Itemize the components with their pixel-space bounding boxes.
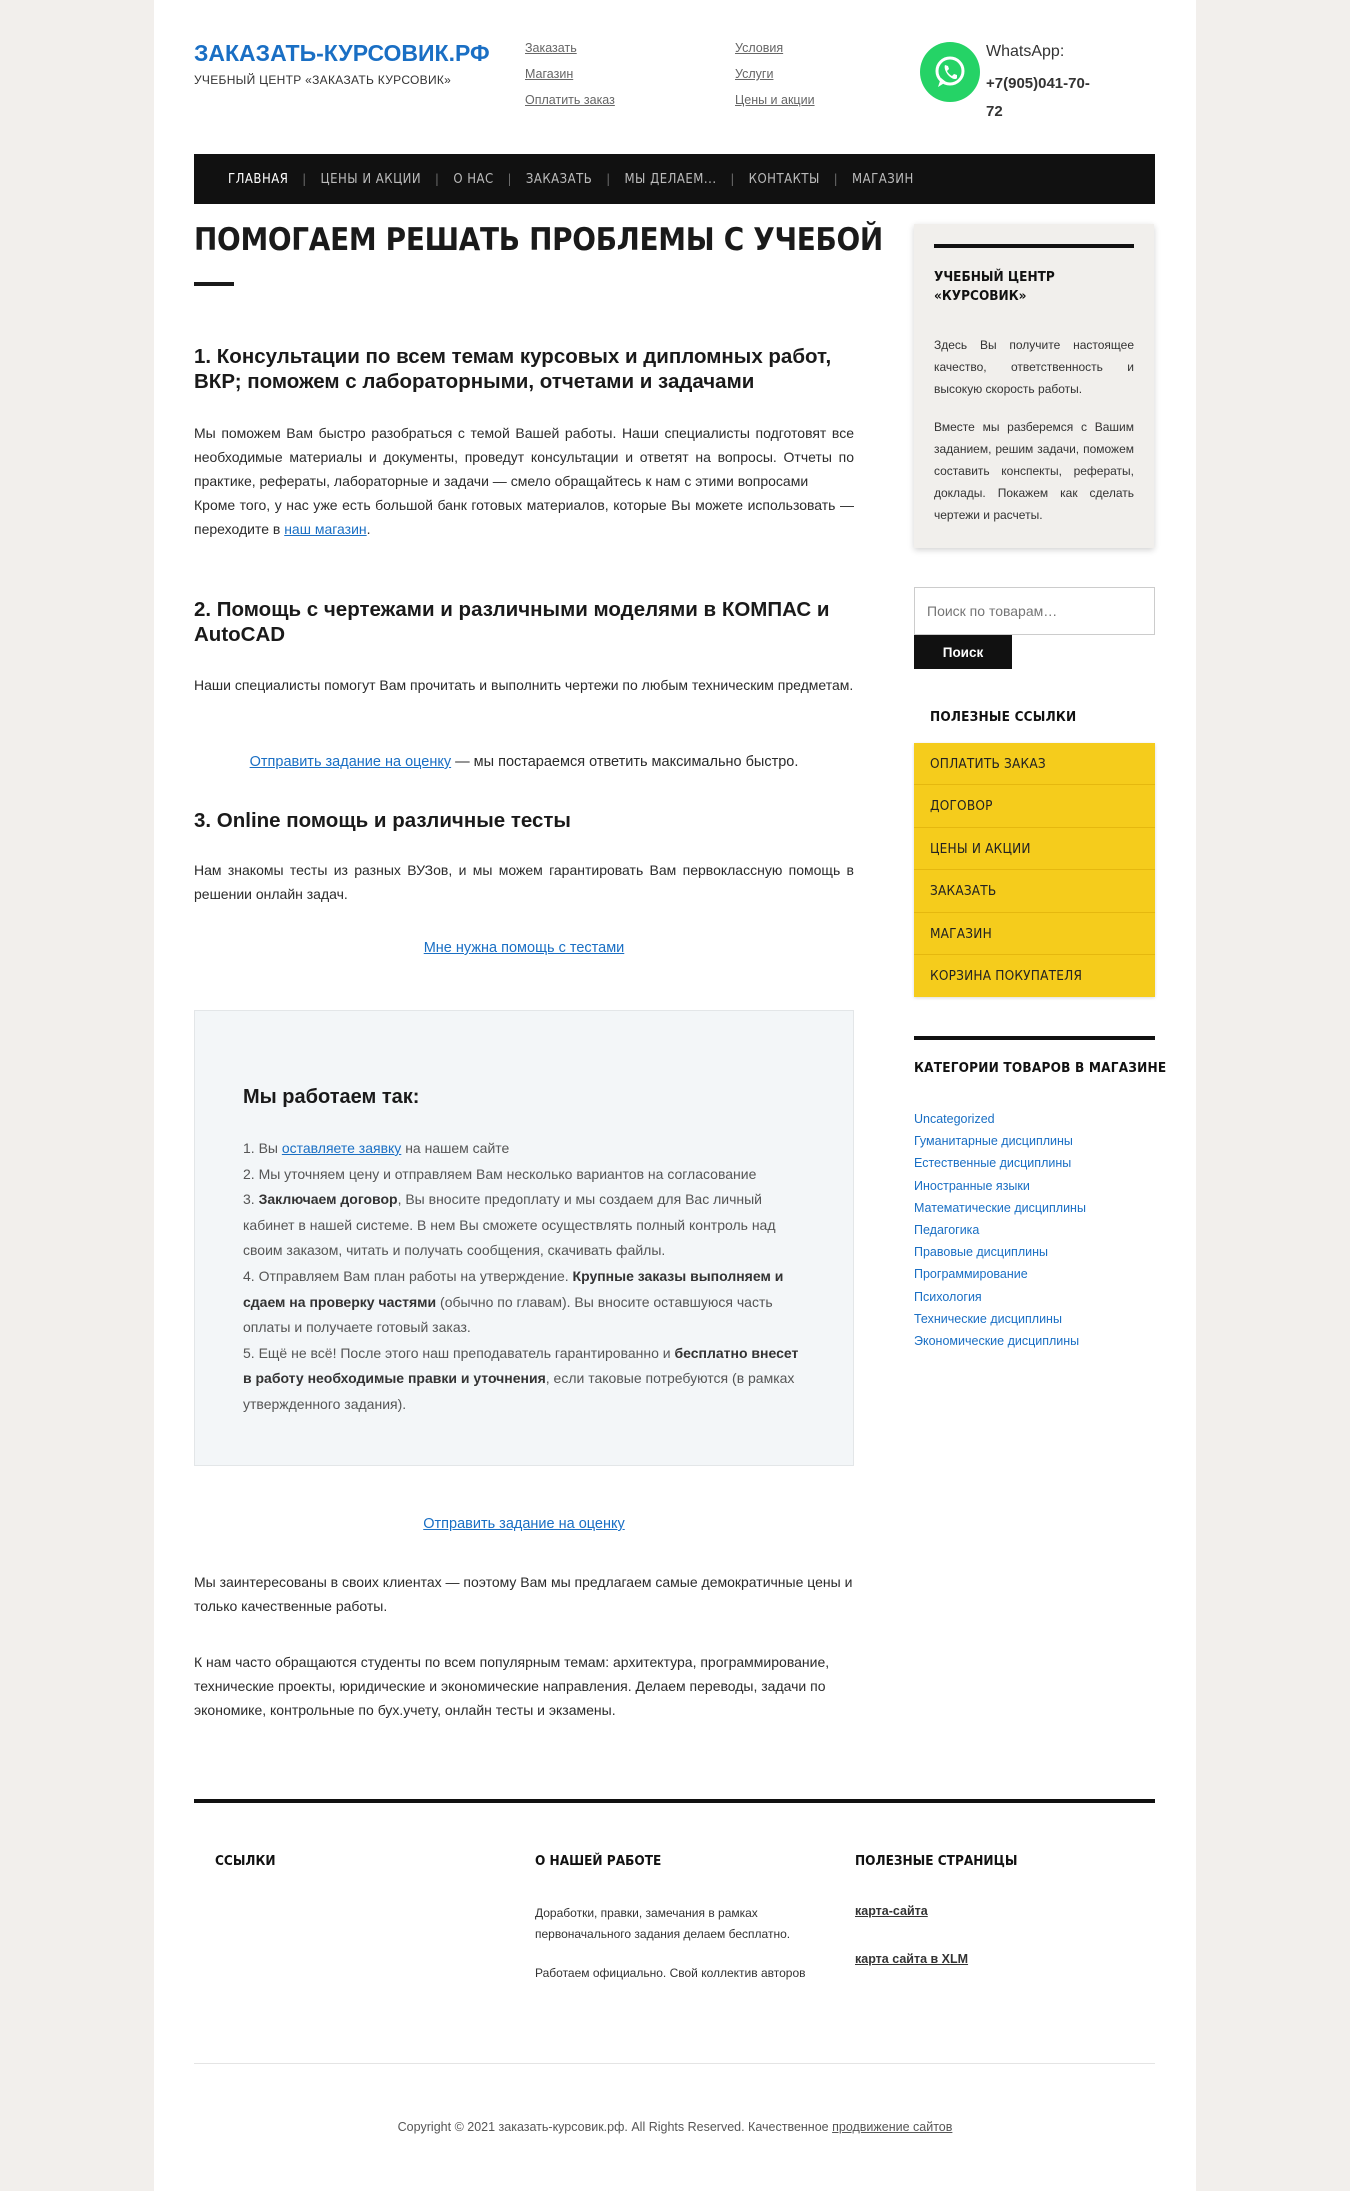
header-link-shop[interactable]: Магазин [525, 67, 574, 81]
footer-pages-links [855, 1904, 968, 2000]
section1-paragraph: Мы поможем Вам быстро разобраться с темой Вашей работы. Наши специалисты подготовят все необходимые материалы и документы, проведут консультации и ответят на вопросы. Отчеты по практике, рефераты, лабораторные и задачи — смело обращайтесь к нам с этими вопросами [194, 425, 854, 489]
main-nav [194, 154, 1155, 204]
header-links-col2 [735, 40, 815, 118]
page [154, 0, 1196, 2191]
footer-about-p2: Работаем официально. Свой коллектив авторов [535, 1966, 806, 1980]
section2-cta: Отправить задание на оценку — мы постараемся ответить максимально быстро. [249, 754, 799, 770]
footer-about-title: О НАШЕЙ РАБОТЕ [535, 1853, 662, 1869]
useful-link-order[interactable]: ЗАКАЗАТЬ [914, 870, 1155, 912]
nav-item-contacts[interactable]: | КОНТАКТЫ [730, 171, 820, 187]
sitemap-xml-link[interactable]: карта сайта в XLM [855, 1952, 969, 1966]
useful-links-list [914, 743, 1155, 997]
useful-link-contract[interactable]: ДОГОВОР [914, 785, 1155, 827]
step-1: 1. Вы оставляете заявку на нашем сайте [243, 1140, 510, 1156]
category-link[interactable]: Математические дисциплины [914, 1200, 1086, 1215]
useful-link-pay[interactable]: ОПЛАТИТЬ ЗАКАЗ [914, 743, 1155, 785]
page-title: ПОМОГАЕМ РЕШАТЬ ПРОБЛЕМЫ С УЧЕБОЙ [194, 222, 883, 258]
header-link-prices[interactable]: Цены и акции [735, 93, 815, 107]
nav-item-about[interactable]: | О НАС [435, 171, 494, 187]
nav-item-order[interactable]: | ЗАКАЗАТЬ [507, 171, 593, 187]
category-link[interactable]: Естественные дисциплины [914, 1156, 1072, 1171]
nav-item-we-do[interactable]: | МЫ ДЕЛАЕМ... [606, 171, 717, 187]
step-2: 2. Мы уточняем цену и отправляем Вам несколько вариантов на согласование [243, 1165, 757, 1182]
about-widget-text [934, 334, 1134, 526]
footer-about-text [535, 1903, 825, 1984]
about-widget-title: УЧЕБНЫЙ ЦЕНТР «КУРСОВИК» [934, 269, 1055, 304]
section3-title: 3. Online помощь и различные тесты [194, 809, 571, 832]
send-task-link[interactable]: Отправить задание на оценку [249, 754, 452, 770]
how-we-work-box [194, 1010, 854, 1466]
how-we-work-steps [243, 1136, 803, 1418]
categories-title: КАТЕГОРИИ ТОВАРОВ В МАГАЗИНЕ [914, 1060, 1167, 1076]
header-link-terms[interactable]: Условия [735, 41, 784, 55]
category-link[interactable]: Иностранные языки [914, 1178, 1030, 1193]
category-link[interactable]: Uncategorized [914, 1112, 995, 1126]
send-task-cta [194, 1516, 854, 1532]
whatsapp-label: WhatsApp: [986, 43, 1065, 60]
nav-item-home[interactable]: ГЛАВНАЯ [228, 171, 289, 187]
product-search-input[interactable] [914, 587, 1155, 635]
step-4: 4. Отправляем Вам план работы на утверждение. Крупные заказы выполняем и сдаем на проверку частями (обычно по главам). Вы вносите оставшуюся часть оплаты и получаете готовый заказ. [243, 1267, 784, 1336]
footer-bar [194, 1799, 1155, 1803]
footer-links-title: ССЫЛКИ [215, 1853, 276, 1869]
section1-shop-paragraph: Кроме того, у нас уже есть большой банк готовых материалов, которые Вы можете использовать — переходите в наш магазин. [194, 497, 854, 537]
category-link[interactable]: Правовые дисциплины [914, 1245, 1048, 1260]
step-5: 5. Ещё не всё! После этого наш преподаватель гарантированно и бесплатно внесет в работу необходимые правки и уточнения, если таковые потребуются (в рамках утвержденного задания). [243, 1344, 799, 1412]
leave-request-link[interactable]: оставляете заявку [281, 1140, 402, 1156]
whatsapp-phone[interactable]: +7(905)041-70-72 [986, 75, 1090, 120]
copyright: Copyright © 2021 заказать-курсовик.рф. All Rights Reserved. Качественное продвижение сайтов [397, 2120, 953, 2134]
footer-about-p1: Доработки, правки, замечания в рамках первоначального задания делаем бесплатно. [535, 1906, 791, 1941]
about-widget-p2: Вместе мы разберемся с Вашим заданием, решим задачи, поможем составить конспекты, рефераты, доклады. Покажем как сделать чертежи и расчеты. [934, 420, 1134, 522]
section3-paragraph: Нам знакомы тесты из разных ВУЗов, и мы можем гарантировать Вам первоклассную помощь в решении онлайн задач. [194, 862, 854, 902]
header-links-col1 [525, 40, 615, 118]
about-widget-p1: Здесь Вы получите настоящее качество, ответственность и высокую скорость работы. [934, 338, 1134, 396]
send-task-link-2[interactable]: Отправить задание на оценку [423, 1516, 625, 1532]
whatsapp-icon[interactable] [920, 42, 980, 102]
section2-paragraph: Наши специалисты помогут Вам прочитать и выполнить чертежи по любым техническим предметам. [194, 677, 854, 693]
site-tagline: УЧЕБНЫЙ ЦЕНТР «ЗАКАЗАТЬ КУРСОВИК» [194, 73, 452, 87]
useful-links-title: ПОЛЕЗНЫЕ ССЫЛКИ [930, 709, 1077, 725]
category-link[interactable]: Педагогика [914, 1223, 980, 1238]
section1-text [194, 421, 854, 541]
header-link-order[interactable]: Заказать [525, 41, 577, 55]
tests-help-link[interactable]: Мне нужна помощь с тестами [423, 940, 625, 956]
how-we-work-title: Мы работаем так: [243, 1086, 420, 1108]
category-link[interactable]: Психология [914, 1289, 982, 1304]
search-button[interactable]: Поиск [914, 635, 1012, 669]
category-link[interactable]: Гуманитарные дисциплины [914, 1134, 1073, 1149]
step-3: 3. Заключаем договор, Вы вносите предоплату и мы создаем для Вас личный кабинет в нашей системе. В нем Вы сможете осуществлять полный контроль над своим заказом, читать и получать сообщения, скачивать файлы. [243, 1191, 776, 1259]
category-link[interactable]: Технические дисциплины [914, 1311, 1062, 1326]
nav-item-shop[interactable]: | МАГАЗИН [833, 171, 914, 187]
seo-link[interactable]: продвижение сайтов [832, 2120, 953, 2134]
site-title[interactable]: ЗАКАЗАТЬ-КУРСОВИК.РФ [194, 40, 490, 66]
clients-paragraph: Мы заинтересованы в своих клиентах — поэтому Вам мы предлагаем самые демократичные цены и только качественные работы. [194, 1574, 853, 1614]
categories-list [914, 1108, 1086, 1352]
header-link-pay[interactable]: Оплатить заказ [525, 93, 615, 107]
categories-bar [914, 1036, 1155, 1040]
nav-item-prices[interactable]: | ЦЕНЫ И АКЦИИ [302, 171, 422, 187]
category-link[interactable]: Экономические дисциплины [914, 1334, 1080, 1349]
title-underline [194, 282, 234, 286]
section3-cta [194, 940, 854, 956]
section2-title: 2. Помощь с чертежами и различными моделями в КОМПАС и AutoCAD [194, 598, 830, 646]
footer-pages-title: ПОЛЕЗНЫЕ СТРАНИЦЫ [855, 1853, 1018, 1869]
topics-paragraph: К нам часто обращаются студенты по всем популярным темам: архитектура, программирование, технические проекты, юридические и экономические направления. Делаем переводы, задачи по экономике, контрольные по бух.учету, онлайн тесты и экзамены. [194, 1654, 830, 1718]
category-link[interactable]: Программирование [914, 1267, 1028, 1282]
about-widget [914, 224, 1154, 548]
section1-title: 1. Консультации по всем темам курсовых и дипломных работ, ВКР; поможем с лабораторными, отчетами и задачами [194, 345, 832, 393]
sitemap-link[interactable]: карта-сайта [855, 1904, 928, 1918]
footer-divider [194, 2063, 1155, 2064]
header-link-services[interactable]: Услуги [735, 67, 774, 81]
widget-bar [934, 244, 1134, 248]
useful-link-shop[interactable]: МАГАЗИН [914, 913, 1155, 955]
shop-link[interactable]: наш магазин [284, 521, 367, 537]
useful-link-prices[interactable]: ЦЕНЫ И АКЦИИ [914, 828, 1155, 870]
useful-link-cart[interactable]: КОРЗИНА ПОКУПАТЕЛЯ [930, 967, 1083, 984]
